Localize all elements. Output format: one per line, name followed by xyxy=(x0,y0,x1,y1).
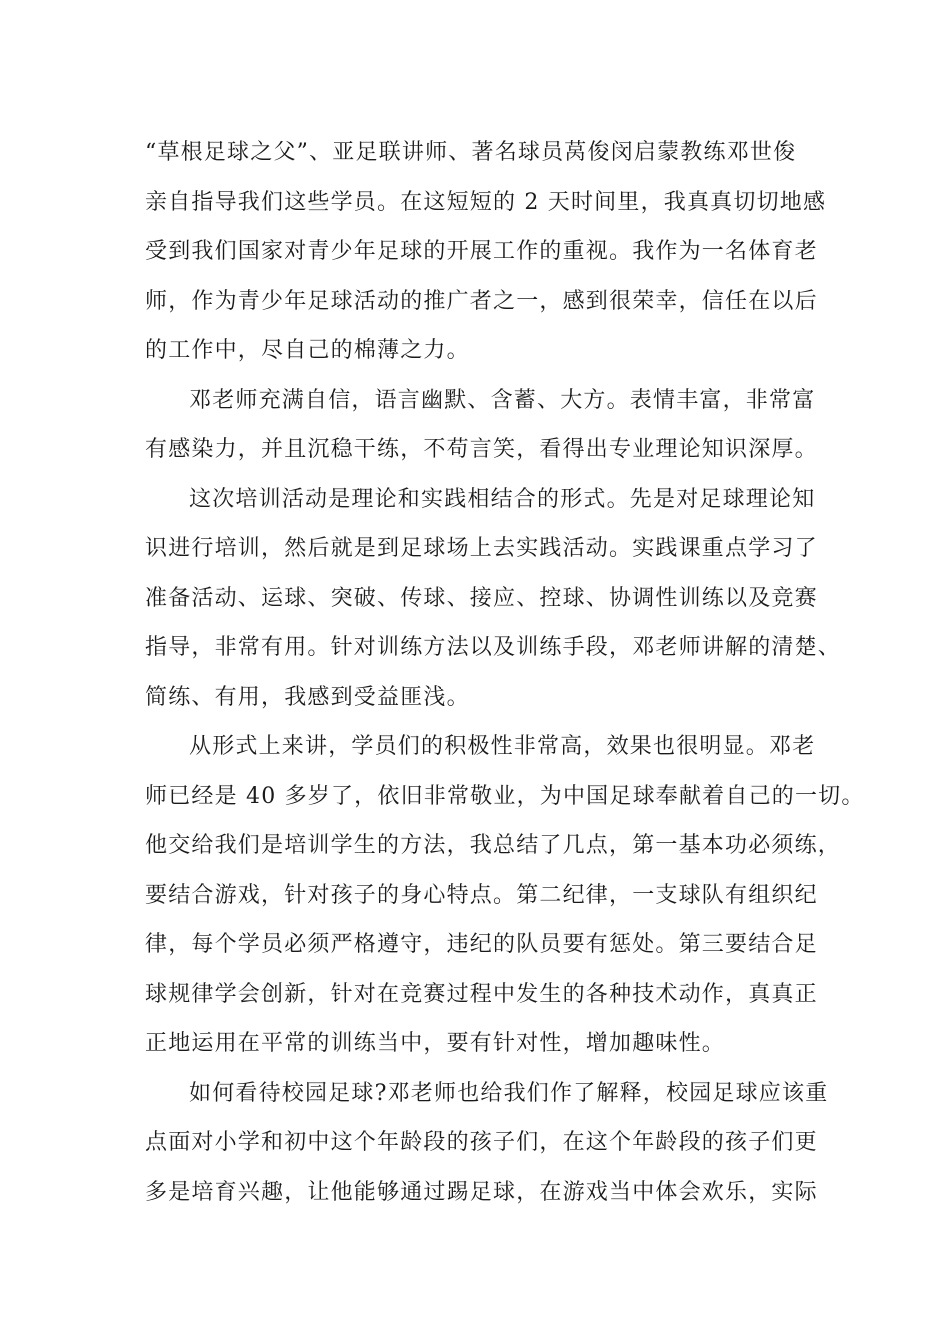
body-text xyxy=(145,128,865,1217)
text-line: 识进行培训，然后就是到足球场上去实践活动。实践课重点学习了 xyxy=(145,536,818,561)
text-line: 的工作中，尽自己的棉薄之力。 xyxy=(145,338,470,363)
text-line: 要结合游戏，针对孩子的身心特点。第二纪律，一支球队有组织纪 xyxy=(145,882,818,908)
text-line: 准备活动、运球、突破、传球、接应、控球、协调性训练以及竞赛 xyxy=(145,585,818,611)
text-line: 点面对小学和初中这个年龄段的孩子们，在这个年龄段的孩子们更 xyxy=(145,1130,818,1155)
text-line: 多是培育兴趣，让他能够通过踢足球，在游戏当中体会欢乐，实际 xyxy=(145,1179,818,1205)
text-line: 正地运用在平常的训练当中，要有针对性，增加趣味性。 xyxy=(145,1031,726,1056)
text-line: 律，每个学员必须严格遵守，违纪的队员要有惩处。第三要结合足 xyxy=(145,932,818,957)
text-line: 简练、有用，我感到受益匪浅。 xyxy=(145,684,470,710)
text-line: 师，作为青少年足球活动的推广者之一，感到很荣幸，信任在以后 xyxy=(145,288,818,314)
text-line: 球规律学会创新，针对在竞赛过程中发生的各种技术动作，真真正 xyxy=(145,981,818,1007)
text-line: “草根足球之父”、亚足联讲师、著名球员莴俊闵启蒙教练邓世俊 xyxy=(145,140,797,165)
text-line: 这次培训活动是理论和实践相结合的形式。先是对足球理论知 xyxy=(189,486,816,512)
text-line: 有感染力，并且沉稳干练，不苟言笑，看得出专业理论知识深厚。 xyxy=(145,437,818,462)
text-line: 他交给我们是培训学生的方法，我总结了几点，第一基本功必须练， xyxy=(145,833,842,858)
text-line: 如何看待校园足球?邓老师也给我们作了解释，校园足球应该重 xyxy=(189,1080,829,1106)
text-line: 亲自指导我们这些学员。在这短短的 2 天时间里，我真真切切地感 xyxy=(145,189,827,215)
text-line: 邓老师充满自信，语言幽默、含蓄、大方。表情丰富，非常富 xyxy=(189,387,816,413)
text-line: 师已经是 40 多岁了，依旧非常敬业，为中国足球奉献着自己的一切。 xyxy=(145,783,865,809)
text-line: 从形式上来讲，学员们的积极性非常高，效果也很明显。邓老 xyxy=(189,734,816,759)
text-line: 指导，非常有用。针对训练方法以及训练手段，邓老师讲解的清楚、 xyxy=(145,635,842,660)
text-line: 受到我们国家对青少年足球的开展工作的重视。我作为一名体育老 xyxy=(145,239,818,264)
